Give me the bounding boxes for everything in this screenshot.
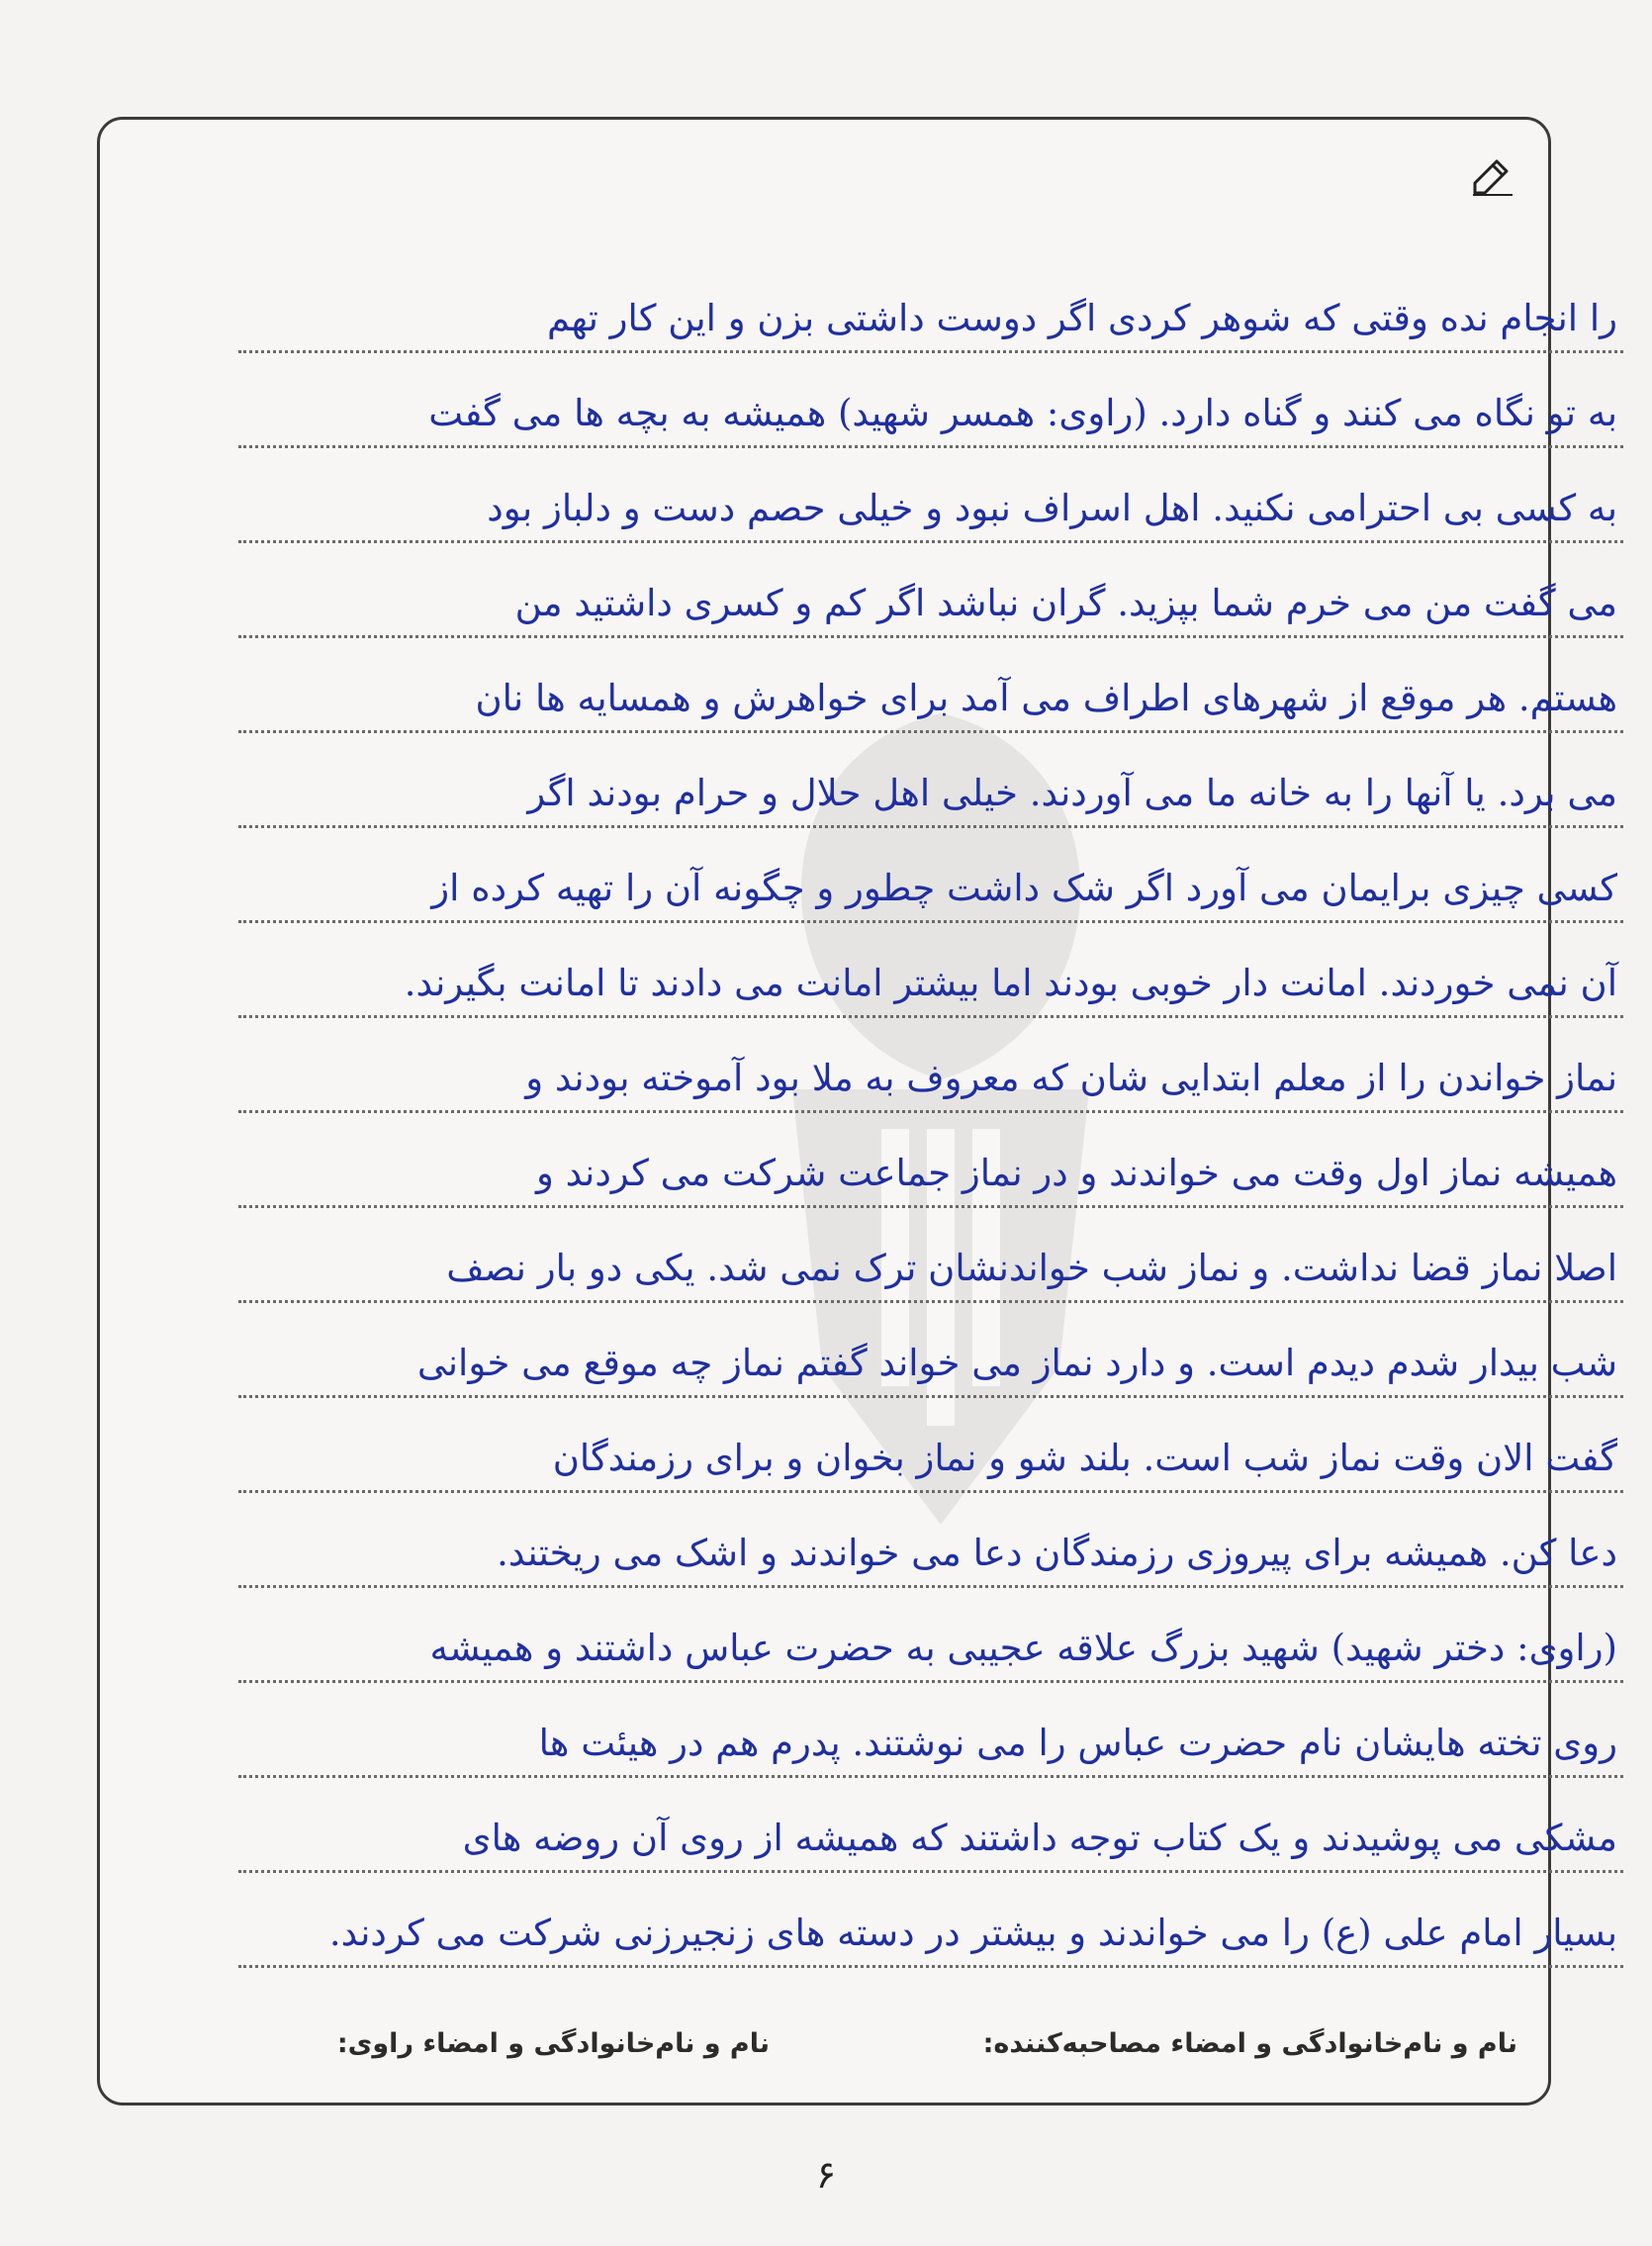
page-number: ۶	[815, 2153, 837, 2197]
text-line: دعا کن. همیشه برای پیروزی رزمندگان دعا می خواندند و اشک می ریختند.	[238, 1493, 1623, 1588]
text-line: همیشه نماز اول وقت می خواندند و در نماز جماعت شرکت می کردند و	[238, 1113, 1623, 1208]
text-line: اصلا نماز قضا نداشت. و نماز شب خواندنشان ترک نمی شد. یکی دو بار نصف	[238, 1208, 1623, 1303]
text-line: به کسی بی احترامی نکنید. اهل اسراف نبود و خیلی حصم دست و دلباز بود	[238, 448, 1623, 543]
interviewer-signature-label: نام و نام‌خانوادگی و امضاء مصاحبه‌کننده:	[982, 2028, 1517, 2059]
text-line: روی تخته هایشان نام حضرت عباس را می نوشتند. پدرم هم در هیئت ها	[238, 1683, 1623, 1778]
text-line: بسیار امام علی (ع) را می خواندند و بیشتر در دسته های زنجیرزنی شرکت می کردند.	[238, 1873, 1623, 1968]
text-line: گفت الان وقت نماز شب است. بلند شو و نماز بخوان و برای رزمندگان	[238, 1398, 1623, 1493]
signature-row	[97, 2018, 1551, 2078]
pen-writing-icon	[1471, 153, 1514, 197]
text-line: می گفت من می خرم شما بپزید. گران نباشد اگر کم و کسری داشتید من	[238, 543, 1623, 638]
text-line: کسی چیزی برایمان می آورد اگر شک داشت چطور و چگونه آن را تهیه کرده از	[238, 828, 1623, 923]
text-line: شب بیدار شدم دیدم است. و دارد نماز می خواند گفتم نماز چه موقع می خوانی	[238, 1303, 1623, 1398]
text-line: به تو نگاه می کنند و گناه دارد. (راوی: همسر شهید) همیشه به بچه ها می گفت	[238, 353, 1623, 448]
text-line: را انجام نده وقتی که شوهر کردی اگر دوست داشتی بزن و این کار تهم	[238, 258, 1623, 353]
text-line: مشکی می پوشیدند و یک کتاب توجه داشتند که همیشه از روی آن روضه های	[238, 1778, 1623, 1873]
text-line: نماز خواندن را از معلم ابتدایی شان که معروف به ملا بود آموخته بودند و	[238, 1018, 1623, 1113]
narrator-signature-label: نام و نام‌خانوادگی و امضاء راوی:	[336, 2028, 770, 2059]
page-frame	[97, 117, 1617, 2106]
text-line: هستم. هر موقع از شهرهای اطراف می آمد برای خواهرش و همسایه ها نان	[238, 638, 1623, 733]
text-line: (راوی: دختر شهید) شهید بزرگ علاقه عجیبی به حضرت عباس داشتند و همیشه	[238, 1588, 1623, 1683]
text-line: می برد. یا آنها را به خانه ما می آوردند. خیلی اهل حلال و حرام بودند اگر	[238, 733, 1623, 828]
text-line: آن نمی خوردند. امانت دار خوبی بودند اما بیشتر امانت می دادند تا امانت بگیرند.	[238, 923, 1623, 1018]
